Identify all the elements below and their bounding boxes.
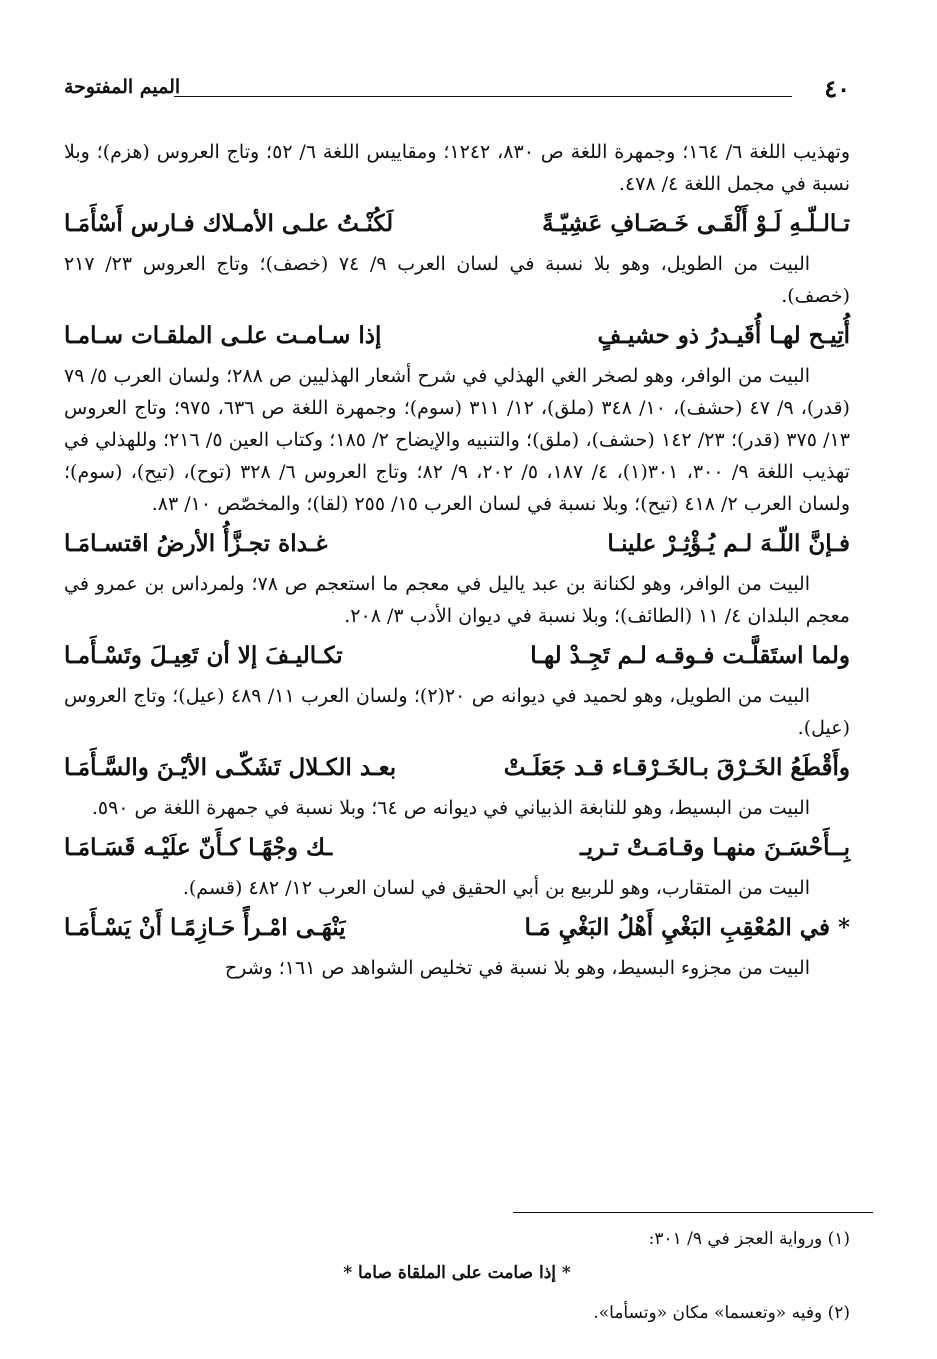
page-body — [64, 136, 850, 988]
footnote-2: (٢) وفيه «وتعسما» مكان «وتسأما». — [593, 1303, 850, 1323]
verse-second-hemistich: لَكُنْـتُ علـى الأمـلاك فـارس أَسْأَمَـا — [64, 210, 394, 237]
reference-paragraph: وتهذيب اللغة ٦/ ١٦٤؛ وجمهرة اللغة ص ٨٣٠، ١٢٤٢؛ ومقاييس اللغة ٦/ ٥٢؛ وتاج العروس (هزم)؛ وبلا نسبة في مجمل اللغة ٤/ ٤٧٨. — [64, 141, 851, 195]
verse-second-hemistich: ـك وجْهًـا كـأَنّ علَيْـه قَسَـامَـا — [64, 834, 333, 861]
footnote-1-verse: * إذا صامت على الملقاة صاما * — [343, 1263, 571, 1283]
reference-paragraph: البيت من البسيط، وهو للنابغة الذبياني في ديوانه ص ٦٤؛ وبلا نسبة في جمهرة اللغة ص ٥٩٠. — [91, 797, 810, 819]
reference-paragraph: البيت من الوافر، وهو لكنانة بن عبد ياليل في معجم ما استعجم ص ٧٨؛ ولمرداس بن عمرو في معجم البلدان ٤/ ١١ (الطائف)؛ وبلا نسبة في ديوان الأدب ٣/ ٢٠٨. — [64, 573, 850, 627]
verse-line — [64, 908, 850, 948]
verse-first-hemistich: بِــأَحْسَـنَ منهـا وقـامَـتْ تـريـ — [580, 834, 850, 861]
footnote-separator — [513, 1212, 873, 1213]
verse-first-hemistich: أُتِيـح لهـا أُقَيـدرُ ذو حشيـفٍ — [597, 322, 850, 349]
running-title: الميم المفتوحة — [64, 76, 181, 98]
verse-second-hemistich: بعـد الكـلال تَشَكّـى الأيْـنَ والسَّـأَمَـا — [64, 754, 397, 781]
reference-paragraph: البيت من الطويل، وهو لحميد في ديوانه ص ٢٠(٢)؛ ولسان العرب ١١/ ٤٨٩ (عيل)؛ وتاج العروس (عيل). — [64, 685, 850, 739]
reference-paragraph: البيت من الطويل، وهو بلا نسبة في لسان العرب ٩/ ٧٤ (خصف)؛ وتاج العروس ٢٣/ ٢١٧ (خصف). — [64, 253, 850, 307]
footnotes — [64, 1224, 850, 1328]
verse-first-hemistich: فـإنَّ اللّـهَ لـم يُـؤْثِـرْ علينـا — [607, 530, 850, 557]
reference-paragraph: البيت من مجزوء البسيط، وهو بلا نسبة في تخليص الشواهد ص ١٦١؛ وشرح — [224, 957, 810, 979]
footnote-1: (١) ورواية العجز في ٩/ ٣٠١: — [648, 1229, 850, 1249]
verse-first-hemistich: وأَقْطَعُ الخَـرْقَ بـالخَـرْقـاء قـد جَعَلَـتْ — [503, 754, 850, 781]
verse-second-hemistich: تكـاليـفَ إلا أن تَعِيـلَ وتَسْـأَمـا — [64, 642, 343, 669]
verse-first-hemistich: * في المُعْقِبِ البَغْيِ أَهْلُ البَغْيِ مَـا — [524, 914, 850, 941]
verse-second-hemistich: يَنْهَـى امْـرأً حَـازِمًـا أَنْ يَسْـأَمَـا — [64, 914, 346, 941]
verse-second-hemistich: إذا سـامـت علـى الملقـات سـامـا — [64, 322, 382, 349]
verse-line — [64, 636, 850, 676]
verse-line — [64, 204, 850, 244]
verse-second-hemistich: غـداة تجـزَّأُ الأرضُ اقتسـامَـا — [64, 530, 328, 557]
verse-line — [64, 524, 850, 564]
reference-paragraph: البيت من الوافر، وهو لصخر الغي الهذلي في شرح أشعار الهذليين ص ٢٨٨؛ ولسان العرب ٥/ ٧٩ (قدر)، ٩/ ٤٧ (حشف)، ١٠/ ٣٤٨ (ملق)، ١٢/ ٣١١ (سوم)؛ وجمهرة اللغة ص ٦٣٦، ٩٧٥؛ وتاج العروس ١٣/ ٣٧٥ (قدر)؛ ٢٣/ ١٤٢ (حشف)، (ملق)؛ والتنبيه والإيضاح ٢/ ١٨٥؛ وكتاب العين ٥/ ٢١٦؛ وللهذلي في تهذيب اللغة ٩/ ٣٠٠، ٣٠١(١)، ٤/ ١٨٧، ٥/ ٢٠٢، ٩/ ٨٢؛ وتاج العروس ٦/ ٣٢٨ (توح)، (تيح)، (سوم)؛ ولسان العرب ٢/ ٤١٨ (تيح)؛ وبلا نسبة في لسان العرب ١٥/ ٢٥٥ (لقا)؛ والمخصّص ١٠/ ٨٣. — [64, 365, 850, 515]
verse-line — [64, 316, 850, 356]
verse-line — [64, 828, 850, 868]
header-rule — [174, 96, 792, 97]
verse-line — [64, 748, 850, 788]
page-number: ٤٠ — [824, 74, 850, 103]
running-header — [64, 74, 850, 104]
verse-first-hemistich: ولما استَقلَّـت فـوقـه لـم تَجِـدْ لهـا — [530, 642, 850, 669]
reference-paragraph: البيت من المتقارب، وهو للربيع بن أبي الحقيق في لسان العرب ١٢/ ٤٨٢ (قسم). — [182, 877, 810, 899]
verse-first-hemistich: تـالـلّـهِ لَـوْ أَلْقَـى خَـصَـافِ عَشِيّـةً — [542, 210, 850, 237]
